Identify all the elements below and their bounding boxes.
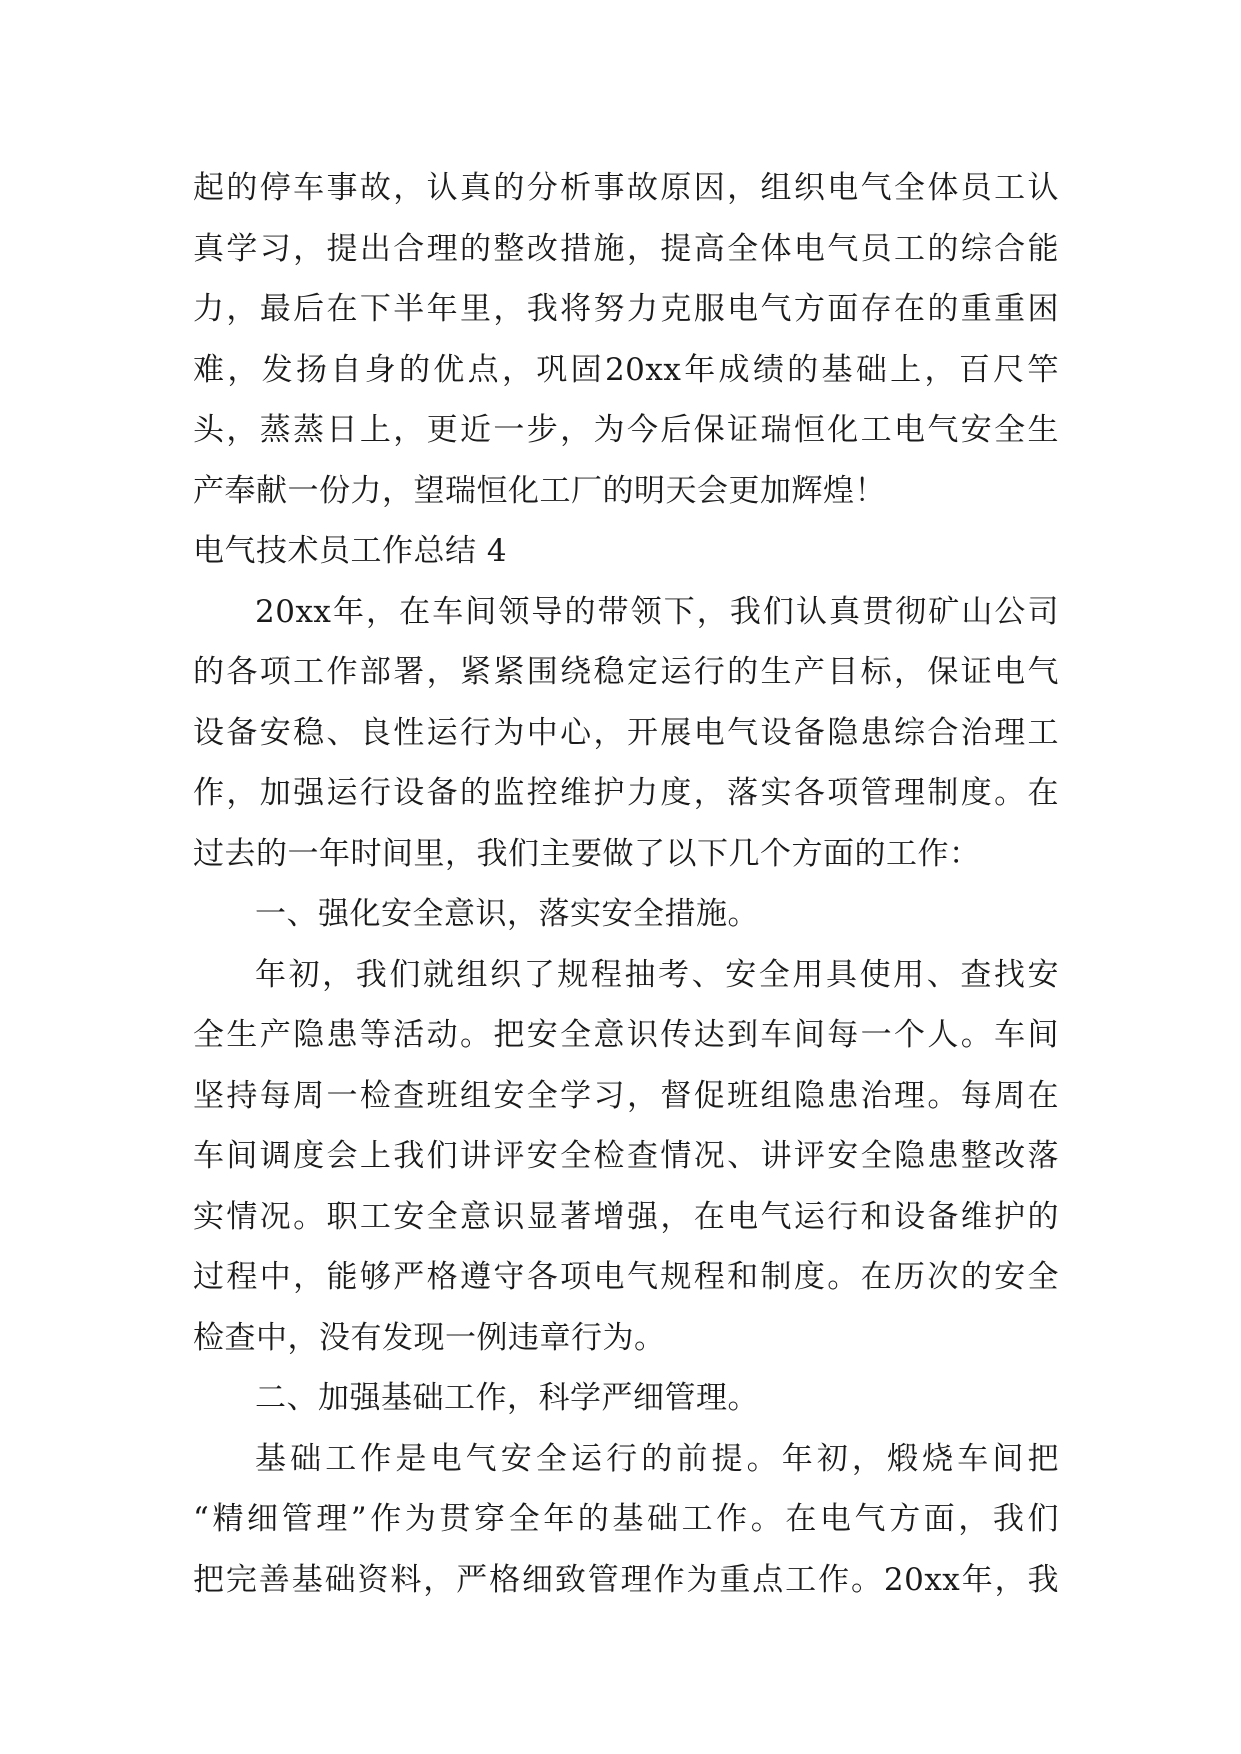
subheading-2: 二、加强基础工作，科学严细管理。 xyxy=(255,1380,759,1416)
document-body xyxy=(193,158,1059,1610)
text-line: 的各项工作部署，紧紧围绕稳定运行的生产目标，保证电气 xyxy=(193,654,1059,690)
text-line: 检查中，没有发现一例违章行为。 xyxy=(193,1319,666,1356)
text-line: 基础工作是电气安全运行的前提。年初，煅烧车间把 xyxy=(255,1440,1059,1477)
text-line: 产奉献一份力，望瑞恒化工厂的明天会更加辉煌！ xyxy=(193,472,886,509)
text-line: 起的停车事故，认真的分析事故原因，组织电气全体员工认 xyxy=(193,170,1059,206)
text-line: “精细管理”作为贯穿全年的基础工作。在电气方面，我们 xyxy=(193,1501,1059,1537)
text-line: 头，蒸蒸日上，更近一步，为今后保证瑞恒化工电气安全生 xyxy=(193,412,1059,448)
subheading-1: 一、强化安全意识，落实安全措施。 xyxy=(255,896,759,932)
text-line: 过去的一年时间里，我们主要做了以下几个方面的工作： xyxy=(193,835,981,872)
text-line: 设备安稳、良性运行为中心，开展电气设备隐患综合治理工 xyxy=(193,714,1059,751)
text-line: 把完善基础资料，严格细致管理作为重点工作。20xx年，我 xyxy=(193,1561,1059,1598)
text-line: 力，最后在下半年里，我将努力克服电气方面存在的重重困 xyxy=(193,291,1059,327)
text-line: 车间调度会上我们讲评安全检查情况、讲评安全隐患整改落 xyxy=(193,1138,1059,1174)
text-line: 真学习，提出合理的整改措施，提高全体电气员工的综合能 xyxy=(193,230,1059,267)
text-line: 作，加强运行设备的监控维护力度，落实各项管理制度。在 xyxy=(193,775,1059,811)
text-line: 过程中，能够严格遵守各项电气规程和制度。在历次的安全 xyxy=(193,1259,1059,1295)
text-line: 20xx年，在车间领导的带领下，我们认真贯彻矿山公司 xyxy=(255,593,1059,630)
text-line: 坚持每周一检查班组安全学习，督促班组隐患治理。每周在 xyxy=(193,1077,1059,1114)
body-paragraph-1 xyxy=(193,945,1059,1369)
text-line: 全生产隐患等活动。把安全意识传达到车间每一个人。车间 xyxy=(193,1017,1059,1053)
text-line: 实情况。职工安全意识显著增强，在电气运行和设备维护的 xyxy=(193,1198,1059,1235)
paragraph-continuation xyxy=(193,158,1059,521)
section-title: 电气技术员工作总结 4 xyxy=(193,533,508,569)
text-line: 年初，我们就组织了规程抽考、安全用具使用、查找安 xyxy=(255,956,1059,993)
text-line: 难，发扬自身的优点，巩固20xx年成绩的基础上，百尺竿 xyxy=(193,351,1059,388)
body-paragraph-2 xyxy=(193,1429,1059,1611)
intro-paragraph xyxy=(193,582,1059,885)
